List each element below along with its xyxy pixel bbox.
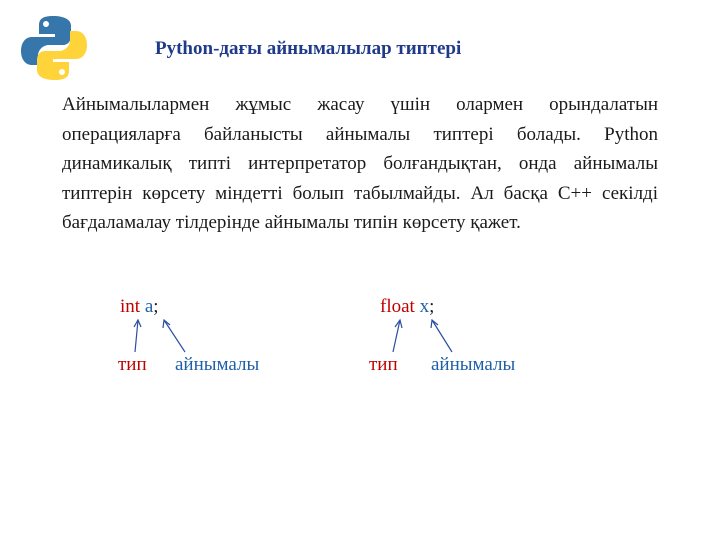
type-keyword: float — [380, 296, 415, 317]
type-label: тип — [118, 354, 147, 375]
code-example-int — [120, 296, 159, 318]
arrow-var-x — [432, 320, 452, 352]
type-label: тип — [369, 354, 398, 375]
page-title: Python-дағы айнымалылар типтері — [155, 38, 462, 59]
arrow-type-float — [393, 320, 400, 352]
arrow-var-a — [164, 320, 185, 352]
variable-label: айнымалы — [431, 354, 516, 375]
semicolon: ; — [153, 296, 159, 317]
body-paragraph: Айнымалылармен жұмыс жасау үшін олармен орындалатын операцияларға байланысты айнымалы типтері болады. Python динамикалық типті интерпретатор болғандықтан, онда айнымалы типтерін көрсету міндетті болып табылмайды. Ал басқа C++ секілді бағдаламалау тілдерінде айнымалы типін көрсету қажет. — [62, 94, 658, 233]
variable-label: айнымалы — [175, 354, 260, 375]
variable-name: x — [419, 296, 430, 317]
semicolon: ; — [429, 296, 435, 317]
arrow-type-int — [135, 320, 138, 352]
code-example-float — [380, 296, 434, 318]
python-logo-icon — [18, 12, 90, 84]
type-keyword: int — [120, 296, 141, 317]
variable-name: a — [144, 296, 154, 317]
